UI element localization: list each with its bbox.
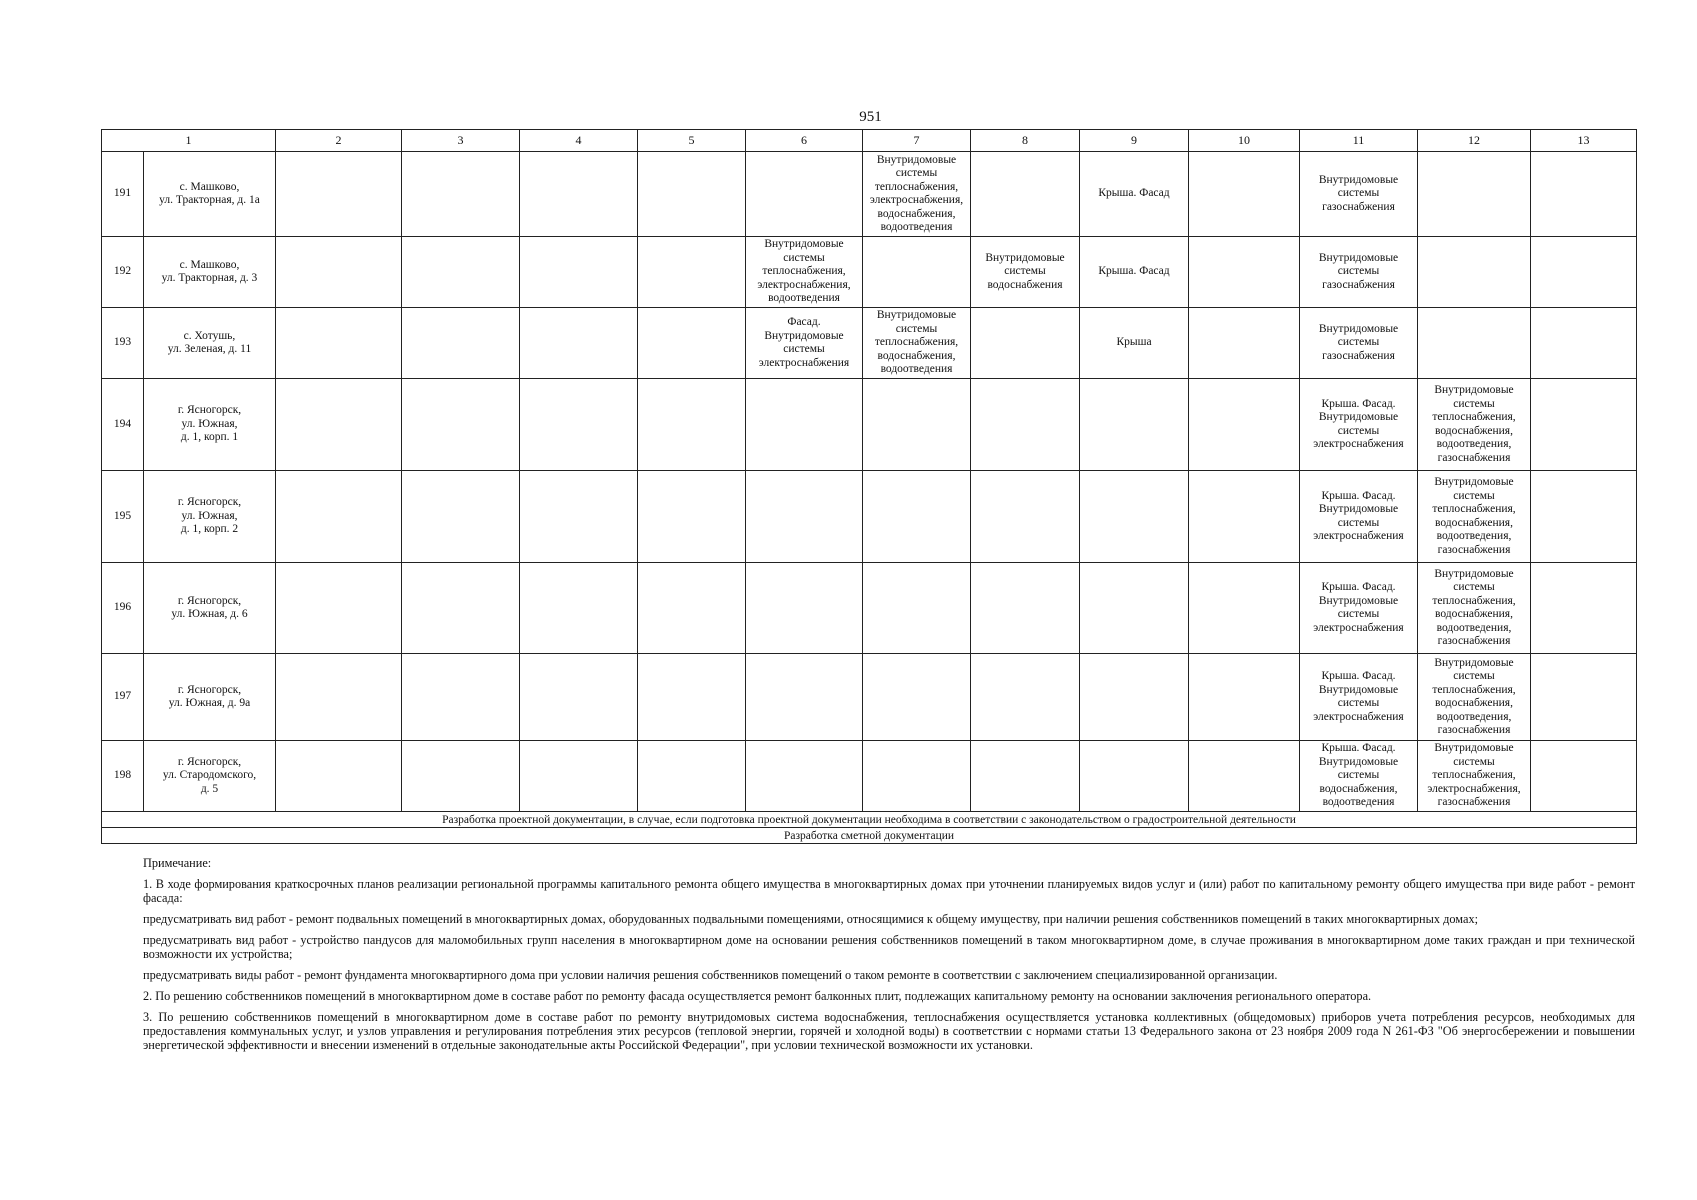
cell-line: теплоснабжения, bbox=[1432, 411, 1516, 423]
notes-section bbox=[143, 856, 1635, 1052]
table-cell bbox=[863, 308, 971, 379]
table-cell bbox=[746, 471, 863, 563]
cell-line: электроснабжения bbox=[1313, 438, 1404, 450]
table-cell bbox=[746, 237, 863, 308]
table-cell bbox=[276, 471, 402, 563]
column-header: 2 bbox=[276, 130, 402, 152]
footer-row-text: Разработка проектной документации, в случае, если подготовка проектной документации необходима в соответствии с законодательством о градостроительной деятельности bbox=[102, 812, 1637, 828]
table-row bbox=[102, 237, 1637, 308]
cell-line: газоснабжения bbox=[1322, 278, 1395, 291]
table-cell bbox=[1189, 741, 1300, 812]
cell-line: Крыша. Фасад. bbox=[1321, 397, 1396, 410]
table-cell bbox=[1418, 379, 1531, 471]
cell-line: системы bbox=[1453, 397, 1495, 410]
table-cell bbox=[746, 379, 863, 471]
table-cell bbox=[1080, 471, 1189, 563]
note-paragraph: предусматривать вид работ - ремонт подвальных помещений в многоквартирных домах, оборудованных подвальными помещениями, относящимися к общему имуществу, при наличии решения собственников помещений в таких многоквартирных домах; bbox=[143, 912, 1479, 926]
table-cell bbox=[520, 741, 638, 812]
row-number-cell: 192 bbox=[102, 237, 144, 308]
cell-line: водоснабжения, bbox=[877, 207, 956, 220]
table-cell bbox=[520, 308, 638, 379]
table-cell bbox=[1189, 308, 1300, 379]
cell-line: Внутридомовые bbox=[1318, 173, 1399, 186]
row-number-cell: 198 bbox=[102, 741, 144, 812]
table-cell bbox=[276, 379, 402, 471]
cell-line: системы bbox=[1453, 670, 1495, 682]
table-cell bbox=[1418, 237, 1531, 308]
cell-line: водоотведения, bbox=[1436, 530, 1512, 542]
footer-row bbox=[102, 812, 1637, 828]
cell-line: д. 1, корп. 1 bbox=[180, 431, 239, 444]
table-cell bbox=[1300, 379, 1418, 471]
cell-line: г. Ясногорск, bbox=[177, 496, 242, 509]
cell-line: ул. Зеленая, д. 11 bbox=[167, 343, 252, 355]
cell-line: водоснабжения, bbox=[1435, 516, 1513, 529]
cell-line: системы bbox=[1337, 187, 1380, 200]
cell-line: Внутридомовые bbox=[876, 153, 957, 166]
row-number-cell: 191 bbox=[102, 152, 144, 237]
cell-line: Внутридомовые bbox=[764, 329, 844, 342]
column-header: 11 bbox=[1300, 130, 1418, 152]
cell-line: водоотведения bbox=[880, 221, 953, 233]
cell-line: газоснабжения bbox=[1322, 349, 1395, 362]
row-number-cell: 197 bbox=[102, 654, 144, 741]
cell-line: системы bbox=[783, 251, 825, 264]
note-paragraph: 2. По решению собственников помещений в многоквартирном доме в составе работ по ремонту фасада осуществляется ремонт балконных плит, подлежащих капитальному ремонту на основании заключения регионального оператора. bbox=[143, 989, 1372, 1003]
cell-line: системы bbox=[1337, 608, 1380, 620]
cell-line: Крыша. Фасад. bbox=[1321, 670, 1396, 682]
cell-line: ул. Южная, д. 6 bbox=[171, 608, 248, 620]
cell-line: газоснабжения bbox=[1437, 543, 1511, 556]
table-row bbox=[102, 741, 1637, 812]
cell-line: системы bbox=[1337, 769, 1380, 782]
cell-line: Внутридомовые bbox=[1434, 476, 1514, 488]
cell-line: водоснабжения, bbox=[1435, 608, 1513, 620]
table-cell bbox=[1418, 152, 1531, 237]
column-number-header bbox=[102, 130, 1637, 152]
table-cell bbox=[1418, 308, 1531, 379]
cell-line: Внутридомовые bbox=[1318, 755, 1399, 768]
cell-line: электроснабжения bbox=[1313, 621, 1404, 634]
cell-line: системы bbox=[895, 167, 938, 179]
table-cell bbox=[971, 654, 1080, 741]
table-cell bbox=[276, 152, 402, 237]
table-cell bbox=[402, 654, 520, 741]
table-cell bbox=[746, 654, 863, 741]
table-cell bbox=[520, 379, 638, 471]
table-cell bbox=[1531, 654, 1637, 741]
table-cell bbox=[1080, 152, 1189, 237]
table-cell bbox=[1531, 152, 1637, 237]
cell-line: ул. Южная, bbox=[181, 509, 238, 522]
cell-line: газоснабжения bbox=[1437, 635, 1511, 647]
cell-line: системы bbox=[1004, 265, 1046, 278]
footer-row bbox=[102, 828, 1637, 844]
table-cell bbox=[1531, 237, 1637, 308]
cell-line: Внутридомовые bbox=[1434, 742, 1514, 755]
table-row bbox=[102, 563, 1637, 654]
table-cell bbox=[863, 237, 971, 308]
address-cell bbox=[144, 237, 276, 308]
table-cell bbox=[971, 741, 1080, 812]
address-cell bbox=[144, 152, 276, 237]
table-cell bbox=[1189, 152, 1300, 237]
table-cell bbox=[276, 741, 402, 812]
cell-line: водоотведения bbox=[880, 363, 953, 376]
cell-line: Крыша. Фасад. bbox=[1321, 581, 1396, 593]
cell-line: водоотведения bbox=[1322, 796, 1395, 809]
cell-line: теплоснабжения, bbox=[762, 265, 846, 278]
cell-line: водоснабжения, bbox=[1435, 697, 1513, 709]
table-cell bbox=[638, 741, 746, 812]
table-cell bbox=[971, 379, 1080, 471]
cell-line: г. Ясногорск, bbox=[177, 683, 242, 696]
cell-line: Внутридомовые bbox=[1434, 567, 1514, 580]
table-cell bbox=[1189, 654, 1300, 741]
cell-line: Крыша bbox=[1116, 336, 1152, 349]
cell-line: водоснабжения, bbox=[1319, 782, 1398, 795]
table-cell bbox=[863, 379, 971, 471]
cell-line: г. Ясногорск, bbox=[177, 404, 242, 417]
table-cell bbox=[971, 563, 1080, 654]
cell-line: газоснабжения bbox=[1322, 200, 1395, 213]
cell-line: г. Ясногорск, bbox=[177, 594, 242, 607]
table-cell bbox=[746, 308, 863, 379]
table-cell bbox=[402, 237, 520, 308]
cell-line: водоотведения, bbox=[1436, 621, 1512, 634]
cell-line: электроснабжения bbox=[1313, 530, 1404, 542]
column-header: 12 bbox=[1418, 130, 1531, 152]
cell-line: д. 5 bbox=[200, 782, 219, 795]
row-number-cell: 194 bbox=[102, 379, 144, 471]
address-cell bbox=[144, 308, 276, 379]
column-header: 8 bbox=[971, 130, 1080, 152]
table-cell bbox=[746, 741, 863, 812]
cell-line: Крыша. Фасад bbox=[1098, 265, 1170, 278]
cell-line: Внутридомовые bbox=[1318, 503, 1399, 515]
cell-line: системы bbox=[1453, 581, 1495, 593]
table-cell bbox=[1080, 308, 1189, 379]
table-cell bbox=[863, 741, 971, 812]
table-cell bbox=[402, 308, 520, 379]
table-cell bbox=[520, 237, 638, 308]
table-cell bbox=[971, 152, 1080, 237]
cell-line: Крыша. Фасад. bbox=[1321, 489, 1396, 502]
column-header: 4 bbox=[520, 130, 638, 152]
table-cell bbox=[1080, 237, 1189, 308]
cell-line: водоотведения bbox=[768, 292, 840, 305]
cell-line: с. Машково, bbox=[179, 180, 240, 193]
table-cell bbox=[863, 152, 971, 237]
cell-line: Внутридомовые bbox=[1318, 683, 1399, 696]
table-cell bbox=[1531, 308, 1637, 379]
cell-line: с. Машково, bbox=[179, 258, 240, 271]
cell-line: Внутридомовые bbox=[985, 251, 1065, 264]
table-cell bbox=[1531, 563, 1637, 654]
table-cell bbox=[1531, 741, 1637, 812]
cell-line: Внутридомовые bbox=[1434, 384, 1514, 396]
cell-line: электроснабжения, bbox=[757, 278, 851, 291]
cell-line: газоснабжения bbox=[1437, 724, 1511, 736]
table-cell bbox=[638, 379, 746, 471]
address-cell bbox=[144, 654, 276, 741]
table-cell bbox=[638, 308, 746, 379]
table-cell bbox=[1300, 471, 1418, 563]
cell-line: ул. Стародомского, bbox=[162, 769, 257, 782]
table-cell bbox=[1189, 237, 1300, 308]
table-cell bbox=[746, 152, 863, 237]
column-header: 6 bbox=[746, 130, 863, 152]
table-row bbox=[102, 654, 1637, 741]
table-cell bbox=[1531, 379, 1637, 471]
cell-line: теплоснабжения, bbox=[874, 336, 959, 349]
cell-line: электроснабжения bbox=[758, 356, 850, 369]
notes-title: Примечание: bbox=[143, 856, 212, 870]
note-paragraph: 3. По решению собственников помещений в многоквартирном доме в составе работ по ремонту внутридомовых система водоснабжения, теплоснабжения осуществляется установка коллективных (общедомовых) приборов учета потребления ресурсов, необходимых для предоставления коммунальных услуг, и узлов управления и регулирования потребления этих ресурсов (тепловой энергии, горячей и холодной воды) в соответствии с нормами статьи 13 Федерального закона от 23 ноября 2009 года N 261-ФЗ "Об энергосбережении и повышении энергетической эффективности и внесении изменений в отдельные законодательные акты Российской Федерации", при условии технической возможности их установки. bbox=[143, 1010, 1635, 1052]
cell-line: ул. Южная, bbox=[181, 417, 238, 430]
cell-line: системы bbox=[1337, 336, 1380, 349]
cell-line: Крыша. Фасад. bbox=[1321, 742, 1396, 755]
table-cell bbox=[402, 379, 520, 471]
table-cell bbox=[638, 237, 746, 308]
table-cell bbox=[863, 654, 971, 741]
table-cell bbox=[520, 563, 638, 654]
cell-line: электроснабжения, bbox=[869, 194, 964, 206]
cell-line: Внутридомовые bbox=[1318, 251, 1399, 264]
cell-line: теплоснабжения, bbox=[1432, 503, 1516, 515]
cell-line: Крыша. Фасад bbox=[1098, 187, 1170, 200]
table-cell bbox=[520, 152, 638, 237]
table-cell bbox=[971, 308, 1080, 379]
table-cell bbox=[1418, 471, 1531, 563]
table-cell bbox=[638, 654, 746, 741]
table-cell bbox=[1300, 308, 1418, 379]
column-header: 7 bbox=[863, 130, 971, 152]
cell-line: ул. Тракторная, д. 3 bbox=[161, 272, 258, 284]
column-header: 13 bbox=[1531, 130, 1637, 152]
address-cell bbox=[144, 563, 276, 654]
cell-line: ул. Тракторная, д. 1а bbox=[159, 194, 260, 206]
cell-line: ул. Южная, д. 9а bbox=[168, 697, 251, 709]
table-cell bbox=[638, 471, 746, 563]
cell-line: газоснабжения bbox=[1437, 796, 1511, 809]
table-cell bbox=[1300, 237, 1418, 308]
address-cell bbox=[144, 471, 276, 563]
table-cell bbox=[1531, 471, 1637, 563]
row-number-cell: 195 bbox=[102, 471, 144, 563]
table-cell bbox=[1418, 741, 1531, 812]
table-cell bbox=[402, 471, 520, 563]
cell-line: водоотведения, bbox=[1436, 438, 1512, 450]
table-cell bbox=[1300, 152, 1418, 237]
cell-line: теплоснабжения, bbox=[1432, 683, 1516, 696]
table-cell bbox=[1080, 563, 1189, 654]
table-row bbox=[102, 471, 1637, 563]
page-number: 951 bbox=[859, 109, 882, 125]
cell-line: системы bbox=[895, 322, 938, 335]
row-number-cell: 193 bbox=[102, 308, 144, 379]
column-header: 3 bbox=[402, 130, 520, 152]
cell-line: водоснабжения, bbox=[877, 349, 956, 362]
table-cell bbox=[1080, 379, 1189, 471]
cell-line: системы bbox=[783, 343, 825, 355]
note-paragraph: предусматривать виды работ - ремонт фундамента многоквартирного дома при условии наличия решения собственников помещений о таком ремонте в соответствии с заключением специализированной организации. bbox=[143, 968, 1278, 982]
cell-line: водоснабжения bbox=[987, 278, 1063, 291]
table-cell bbox=[1300, 741, 1418, 812]
cell-line: электроснабжения, bbox=[1427, 782, 1521, 795]
cell-line: Внутридомовые bbox=[1318, 594, 1399, 607]
table-cell bbox=[276, 654, 402, 741]
cell-line: теплоснабжения, bbox=[874, 180, 959, 193]
note-paragraph: предусматривать вид работ - устройство пандусов для маломобильных групп населения в многоквартирном доме на основании решения собственников помещений в таком многоквартирном доме, в случае проживания в многоквартирном доме таких граждан и при технической возможности их устройства; bbox=[143, 933, 1635, 961]
table-cell bbox=[1189, 471, 1300, 563]
column-header: 5 bbox=[638, 130, 746, 152]
table-cell bbox=[1300, 654, 1418, 741]
cell-line: системы bbox=[1453, 489, 1495, 502]
cell-line: теплоснабжения, bbox=[1432, 769, 1516, 782]
cell-line: системы bbox=[1453, 755, 1495, 768]
cell-line: водоснабжения, bbox=[1435, 424, 1513, 437]
cell-line: Внутридомовые bbox=[1434, 656, 1514, 669]
table-cell bbox=[638, 563, 746, 654]
table-row bbox=[102, 379, 1637, 471]
table-cell bbox=[863, 471, 971, 563]
table-row bbox=[102, 308, 1637, 379]
column-header: 9 bbox=[1080, 130, 1189, 152]
table-cell bbox=[402, 741, 520, 812]
cell-line: газоснабжения bbox=[1437, 451, 1511, 464]
note-paragraph: 1. В ходе формирования краткосрочных планов реализации региональной программы капитального ремонта общего имущества в многоквартирных домах при уточнении планируемых видов услуг и (или) работ по капитальному ремонту общего имущества при виде работ - ремонт фасада: bbox=[143, 877, 1635, 905]
table-cell bbox=[863, 563, 971, 654]
table-cell bbox=[520, 654, 638, 741]
cell-line: системы bbox=[1337, 516, 1380, 529]
table-cell bbox=[1418, 654, 1531, 741]
table-cell bbox=[402, 563, 520, 654]
address-cell bbox=[144, 379, 276, 471]
table-body bbox=[102, 130, 1637, 844]
cell-line: Внутридомовые bbox=[1318, 322, 1399, 335]
cell-line: электроснабжения bbox=[1313, 710, 1404, 723]
cell-line: Внутридомовые bbox=[764, 238, 844, 251]
cell-line: системы bbox=[1337, 265, 1380, 278]
table-cell bbox=[1080, 741, 1189, 812]
cell-line: водоотведения, bbox=[1436, 710, 1512, 723]
cell-line: Внутридомовые bbox=[1318, 411, 1399, 423]
cell-line: системы bbox=[1337, 697, 1380, 709]
table-cell bbox=[746, 563, 863, 654]
table-cell bbox=[1189, 379, 1300, 471]
address-cell bbox=[144, 741, 276, 812]
table-cell bbox=[1418, 563, 1531, 654]
table-cell bbox=[1189, 563, 1300, 654]
table-cell bbox=[276, 237, 402, 308]
table-cell bbox=[638, 152, 746, 237]
cell-line: системы bbox=[1337, 424, 1380, 437]
cell-line: Фасад. bbox=[787, 316, 821, 328]
row-number-cell: 196 bbox=[102, 563, 144, 654]
table-cell bbox=[1080, 654, 1189, 741]
table-cell bbox=[971, 237, 1080, 308]
table-cell bbox=[971, 471, 1080, 563]
cell-line: д. 1, корп. 2 bbox=[180, 523, 239, 536]
cell-line: Внутридомовые bbox=[876, 309, 957, 322]
table-row bbox=[102, 152, 1637, 237]
table-cell bbox=[276, 563, 402, 654]
repair-schedule-table bbox=[101, 129, 1637, 844]
table-cell bbox=[520, 471, 638, 563]
cell-line: г. Ясногорск, bbox=[177, 755, 242, 768]
table-cell bbox=[402, 152, 520, 237]
column-header: 1 bbox=[102, 130, 276, 152]
footer-row-text: Разработка сметной документации bbox=[102, 828, 1637, 844]
table-cell bbox=[276, 308, 402, 379]
column-header: 10 bbox=[1189, 130, 1300, 152]
cell-line: с. Хотушь, bbox=[183, 329, 236, 342]
table-cell bbox=[1300, 563, 1418, 654]
cell-line: теплоснабжения, bbox=[1432, 594, 1516, 607]
